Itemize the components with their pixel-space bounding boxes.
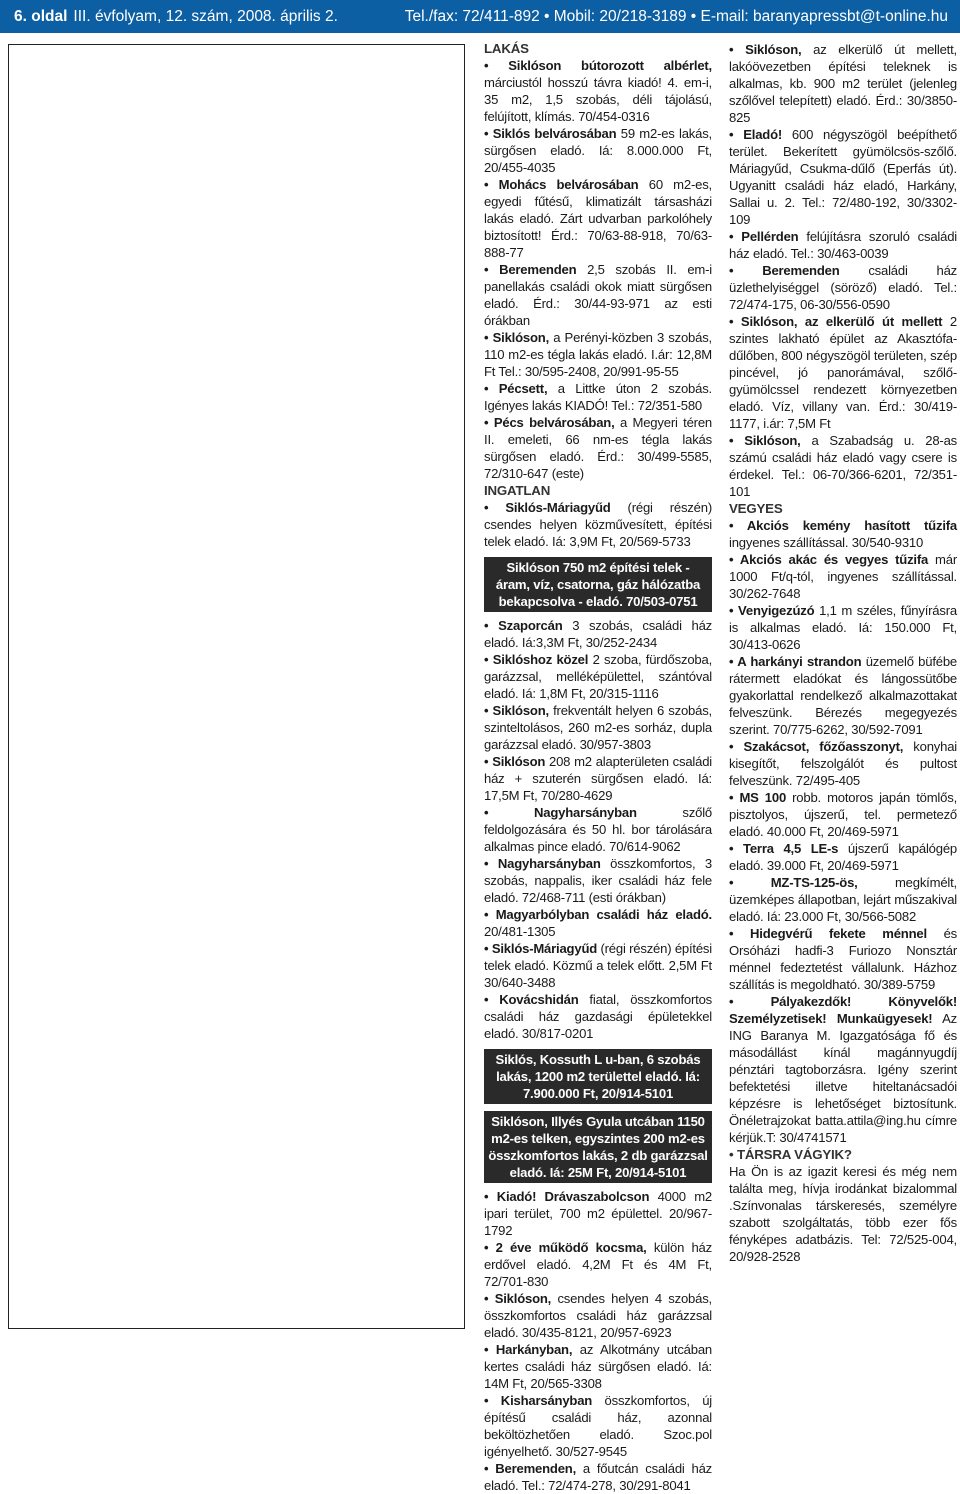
classified-ad <box>729 551 957 602</box>
ad-headline: • Siklóson bútorozott albérlet, <box>484 58 712 73</box>
ad-body: 208 m2 alapterületen családi ház + szuterén sürgősen eladó. Iá: 17,5M Ft, 70/280-4629 <box>484 754 712 803</box>
ad-headline: • Beremenden, <box>484 1461 577 1476</box>
classified-ad <box>729 789 957 840</box>
classified-ad <box>484 1460 712 1494</box>
ad-body: összkomfortos, új építésű családi ház, azonnal beköltözhetően eladó. Szoc.pol igényelhető. 30/527-9545 <box>484 1393 712 1459</box>
ad-body: márciustól hosszú távra kiadó! 4. em-i, 35 m2, 1,5 szobás, déli tájolású, felújított, klímás. 70/454-0316 <box>484 75 712 124</box>
highlight-ad-1: Siklóson 750 m2 építési telek - áram, víz, csatorna, gáz hálózatba bekapcsolva - eladó. 70/503-0751 <box>484 557 712 612</box>
classified-ad <box>484 804 712 855</box>
ad-body: robb. motoros japán tömlős, pisztolyos, újszerű, tel. permetező eladó. 40.000 Ft, 20/469-5971 <box>729 790 958 839</box>
lakas-list <box>484 57 712 482</box>
ad-headline: • Akciós akác és vegyes tűzifa <box>729 552 929 567</box>
section-header-tarsra: • TÁRSRA VÁGYIK? <box>729 1147 852 1162</box>
ad-body: ingyenes szállítással. 30/540-9310 <box>729 535 924 550</box>
ad-headline: • Kovácshidán <box>484 992 579 1007</box>
classified-ad <box>729 41 957 126</box>
ad-body: (régi részén) csendes helyen közművesített, építési telek eladó. Iá: 3,9M Ft, 20/569-5733 <box>484 500 712 549</box>
classified-ad <box>729 432 957 500</box>
ad-headline: • Venyigezúzó <box>729 603 815 618</box>
classified-ad <box>484 991 712 1042</box>
classified-ad <box>729 993 957 1146</box>
ad-headline: • Mohács belvárosában <box>484 177 639 192</box>
classified-ad <box>484 261 712 329</box>
classified-ad <box>484 414 712 482</box>
ad-headline: • Pellérden <box>729 229 799 244</box>
ad-body: a Megyeri téren II. emeleti, 66 nm-es tégla lakás sürgősen eladó. Érd.: 30/499-5585, 72/310-647 (este) <box>484 415 712 481</box>
ad-body: 2 szintes lakható épület az Akasztófa-dűlőben, 800 négyszögöl területen, szép pincével, jó panorámával, szőlő-gyümölcssel rendezett környezetben eladó. Víz, villany van. Érd.: 30/419-1177, i.ár: 7,5M Ft <box>729 314 957 431</box>
ad-body: 2 szoba, fürdőszoba, garázzsal, melléképülettel, szántóval eladó. Iá: 1,8M Ft, 20/315-1116 <box>484 652 713 701</box>
ad-headline: • Siklóson, <box>729 42 802 57</box>
classified-ad <box>729 925 957 993</box>
issue-info: III. évfolyam, 12. szám, 2008. április 2. <box>73 8 338 25</box>
ad-body: Az ING Baranya M. Igazgatósága fő és másodállást kínál magánnyugdíj pénztári tagtoborzásra. Igény szerint befektetési illetve hiteltanácsadói képzésre is lehetőséget biztosítunk. Önéletrajzokat batta.attila@ing.hu címre kérjük.T: 30/4741571 <box>729 1011 957 1145</box>
ad-headline: • Siklóson, <box>484 1291 552 1306</box>
ad-headline: • Pécsett, <box>484 381 548 396</box>
ad-body: a főutcán családi ház eladó. Tel.: 72/474-278, 30/291-8041 <box>484 1461 712 1493</box>
ad-headline: • Magyarbólyban családi ház eladó. <box>484 907 712 922</box>
ad-headline: • Szakácsot, főzőasszonyt, <box>729 739 904 754</box>
classified-ad <box>484 1188 712 1239</box>
highlight-ad-2: Siklós, Kossuth L u-ban, 6 szobás lakás, 1200 m2 területtel eladó. Iá: 7.900.000 Ft, 20/914-5101 <box>484 1049 712 1104</box>
classified-ad <box>484 617 712 651</box>
ad-body: fiatal, összkomfortos családi ház gazdasági épületekkel eladó. 30/817-0201 <box>484 992 713 1041</box>
ad-headline: • Siklóson, az elkerülő út mellett <box>729 314 943 329</box>
classifieds-column-2 <box>729 41 957 1265</box>
contact-info: Tel./fax: 72/411-892 • Mobil: 20/218-3189 • E-mail: baranyapressbt@t-online.hu <box>404 8 948 25</box>
classified-ad <box>484 940 712 991</box>
ad-body: külön ház erdővel eladó. 4,2M Ft és 4M Ft, 72/701-830 <box>484 1240 712 1289</box>
classified-ad <box>729 840 957 874</box>
classified-ad <box>484 1341 712 1392</box>
highlight-ad-3: Siklóson, Illyés Gyula utcában 1150 m2-es telken, egyszintes 200 m2-es összkomfortos lakás, 2 db garázzsal eladó. Iá: 25M Ft, 20/914-5101 <box>484 1111 712 1183</box>
ad-headline: • Siklóshoz közel <box>484 652 589 667</box>
classified-ad <box>484 906 712 940</box>
classified-ad <box>484 1392 712 1460</box>
ad-headline: • Siklós-Máriagyűd <box>484 500 611 515</box>
ad-body: már 1000 Ft/q-tól, ingyenes szállítással. 30/262-7648 <box>729 552 957 601</box>
ad-body: 1,1 m széles, fűnyírásra is alkalmas eladó. Iá: 150.000 Ft, 30/413-0626 <box>729 603 957 652</box>
ad-body: az Alkotmány utcában kertes családi ház sürgősen eladó. Iá: 14M Ft, 20/565-3308 <box>484 1342 712 1391</box>
ad-headline: • Kisharsányban <box>484 1393 593 1408</box>
classified-ad <box>729 874 957 925</box>
ad-headline: • Beremenden <box>729 263 840 278</box>
ad-headline: • Kiadó! Drávaszabolcson <box>484 1189 650 1204</box>
page-info <box>14 0 338 33</box>
ad-headline: • Szaporcán <box>484 618 563 633</box>
ad-body: újszerű kapálógép eladó. 39.000 Ft, 20/469-5971 <box>729 841 957 873</box>
ad-body: a Szabadság u. 28-as számú családi ház eladó vagy csere is érdekel. Tel.: 06-70/366-6201, 72/351-101 <box>729 433 958 499</box>
classified-ad <box>484 1290 712 1341</box>
classified-ad <box>484 176 712 261</box>
ad-headline: • Hidegvérű fekete ménnel <box>729 926 927 941</box>
classified-ad <box>729 313 957 432</box>
classified-ad <box>729 517 957 551</box>
ad-body: 59 m2-es lakás, sürgősen eladó. Iá: 8.000.000 Ft, 20/455-4035 <box>484 126 712 175</box>
ingatlan-list-b <box>484 617 712 1042</box>
advertisement-box <box>8 44 465 1329</box>
ad-body: (régi részén) építési telek eladó. Közmű a telek előtt. 2,5M Ft 30/640-3488 <box>484 941 712 990</box>
ad-body: 2,5 szobás II. em-i panellakás családi okok miatt sürgősen eladó. Érd.: 30/44-93-971 az esti órákban <box>484 262 712 328</box>
classified-ad <box>729 228 957 262</box>
ad-headline: • Siklóson <box>484 754 546 769</box>
ad-headline: • 2 éve működő kocsma, <box>484 1240 647 1255</box>
ad-body: szőlő feldolgozására és 50 hl. bor tárolására alkalmas pince eladó. 70/614-9062 <box>484 805 712 854</box>
ad-headline: • Nagyharsányban <box>484 856 601 871</box>
classified-ad <box>484 855 712 906</box>
classified-ad <box>484 651 712 702</box>
section-header-ingatlan: INGATLAN <box>484 483 551 498</box>
ad-body: a Perényi-közben 3 szobás, 110 m2-es tégla lakás eladó. I.ár: 12,8M Ft Tel.: 30/595-2408, 20/991-95-55 <box>484 330 712 379</box>
classified-ad <box>729 738 957 789</box>
ad-body: megkímélt, üzemképes állapotban, lejárt műszakival eladó. Iá: 23.000 Ft, 30/566-5082 <box>729 875 957 924</box>
ad-headline: • Beremenden <box>484 262 577 277</box>
ad-body: családi ház üzlethelyiséggel (söröző) eladó. Tel.: 72/474-175, 06-30/556-0590 <box>729 263 958 312</box>
page-number: 6. oldal <box>14 8 68 25</box>
ad-headline: • Nagyharsányban <box>484 805 637 820</box>
ad-headline: • Siklóson, <box>484 330 550 345</box>
ad-headline: • Siklóson, <box>484 703 549 718</box>
ad-headline: • Eladó! <box>729 127 783 142</box>
ad-body: 3 szobás, családi ház eladó. Iá:3,3M Ft, 30/252-2434 <box>484 618 712 650</box>
ad-headline: • MZ-TS-125-ös, <box>729 875 858 890</box>
ad-body: és Orsóházi hadfi-3 Furiozo Nonsztár ménnel fedeztetést vállalunk. Házhoz szállítás is megoldható. 30/389-5759 <box>729 926 957 992</box>
classified-ad <box>484 380 712 414</box>
ad-body: 600 négyszögöl beépíthető terület. Bekerített gyümölcsös-szőlő. Máriagyűd, Csukma-dűlő (Eperfás út). Ugyanitt családi ház eladó, Harkány, Sallai u. 2. Tel.: 72/480-192, 30/3302-109 <box>729 127 957 227</box>
ingatlan-list-c <box>484 1188 712 1494</box>
classified-ad <box>484 125 712 176</box>
ad-body: a Littke úton 2 szobás. Igényes lakás KIADÓ! Tel.: 72/351-580 <box>484 381 712 413</box>
ingatlan-list-a <box>484 499 712 550</box>
ad-headline: • Siklóson, <box>729 433 801 448</box>
page-header <box>0 0 960 33</box>
classified-ad <box>484 702 712 753</box>
classified-ad <box>484 753 712 804</box>
classified-ad <box>484 329 712 380</box>
ingatlan-list-col2 <box>729 41 957 500</box>
classified-ad <box>484 57 712 125</box>
ad-body: az elkerülő út mellett, lakóövezetben építési teleknek is alkalmas, kb. 900 m2 terület (jelenleg szőlővel telepített) eladó. Érd.: 30/3850-825 <box>729 42 957 125</box>
section-header-lakas: LAKÁS <box>484 41 529 56</box>
ad-body: csendes helyen 4 szobás, összkomfortos családi ház garázzsal eladó. 30/435-8121, 20/957-6923 <box>484 1291 712 1340</box>
section-header-vegyes: VEGYES <box>729 501 783 516</box>
classified-ad <box>484 499 712 550</box>
ad-body: üzemelő büfébe rátermett eladókat és lángossütőbe gyakorlattal rendelkező alkalmazottakat felveszünk. Bérezés megegyezés szerint. 70/775-6262, 30/592-7091 <box>729 654 957 737</box>
ad-body: konyhai kisegítőt, felszolgálót és pultost felveszünk. 72/495-405 <box>729 739 958 788</box>
ad-headline: • Pécs belvárosában, <box>484 415 615 430</box>
ad-headline: • Akciós kemény hasított tűzifa <box>729 518 957 533</box>
vegyes-list <box>729 517 957 1146</box>
ad-body: frekventált helyen 6 szobás, szinteltolásos, 260 m2-es sorház, dupla garázzsal eladó. 30/957-3803 <box>484 703 712 752</box>
classified-ad <box>729 126 957 228</box>
classified-ad <box>729 653 957 738</box>
classified-ad <box>484 1239 712 1290</box>
ad-body: 60 m2-es, egyedi fűtésű, klimatizált társasházi lakás eladó. Zárt udvarban parkolóhely biztosított! Érd.: 70/63-88-918, 70/63-888-77 <box>484 177 712 260</box>
classifieds-column-1 <box>484 40 712 1494</box>
ad-headline: • A harkányi strandon <box>729 654 862 669</box>
ad-headline: • MS 100 <box>729 790 787 805</box>
ad-body: felújításra szoruló családi ház eladó. Tel.: 30/463-0039 <box>729 229 957 261</box>
ad-body: 4000 m2 ipari terület, 700 m2 épülettel. 20/967-1792 <box>484 1189 712 1238</box>
classified-ad <box>729 262 957 313</box>
ad-headline: • Terra 4,5 LE-s <box>729 841 839 856</box>
ad-headline: • Siklós-Máriagyűd <box>484 941 598 956</box>
ad-headline: • Harkányban, <box>484 1342 573 1357</box>
ad-body: összkomfortos, 3 szobás, nappalis, iker családi ház fele eladó. 72/468-711 (esti órákban) <box>484 856 712 905</box>
tarsra-ad-text: Ha Ön is az igazit keresi és még nem találta meg, hívja irodánkat bizalommal .Színvonalas társkeresés, személyre szabott szolgáltatás, több ezer fős fényképes adatbázis. Tel: 72/525-004, 20/928-2528 <box>729 1164 957 1264</box>
ad-headline: • Pályakezdők! Könyvelők! Személyzetisek! Munkaügyesek! <box>729 994 957 1026</box>
ad-headline: • Siklós belvárosában <box>484 126 617 141</box>
ad-body: 20/481-1305 <box>484 924 556 939</box>
classified-ad <box>729 602 957 653</box>
